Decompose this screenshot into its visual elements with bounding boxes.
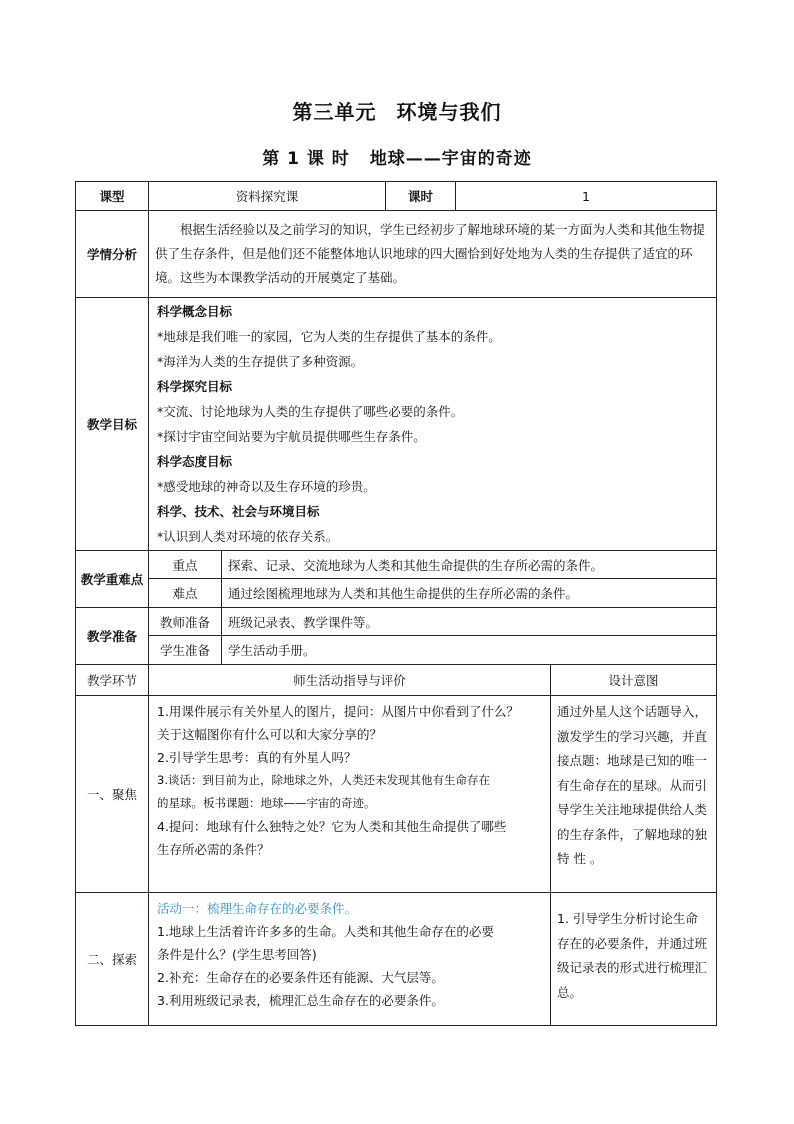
stage-name: 二、探索 xyxy=(76,893,149,1026)
goal-item: *探讨宇宙空间站要为宇航员提供哪些生存条件。 xyxy=(157,429,426,444)
hours-label: 课时 xyxy=(386,182,456,211)
goal-item: *认识到人类对环境的依存关系。 xyxy=(157,529,339,544)
step-text: 3.利用班级记录表，梳理汇总生命存在的必要条件。 xyxy=(157,993,444,1008)
goals-content xyxy=(149,298,717,551)
goal-head: 科学概念目标 xyxy=(157,304,233,319)
step-text: 1.用课件展示有关外星人的图片，提问：从图片中你看到了什么？ xyxy=(157,704,519,719)
step-text: 4.提问：地球有什么独特之处？它为人类和其他生命提供了哪些 xyxy=(157,819,507,834)
step-text: 2.补充：生命存在的必要条件还有能源、大气层等。 xyxy=(157,970,444,985)
process-header-row xyxy=(76,665,717,696)
step-text: 关于这幅图你有什么可以和大家分享的？ xyxy=(157,727,383,742)
goal-item: *地球是我们唯一的家园，它为人类的生存提供了基本的条件。 xyxy=(157,329,501,344)
lesson-name: 地球——宇宙的奇迹 xyxy=(369,149,532,169)
step-text: 生存所必需的条件？ xyxy=(157,842,270,857)
activity-title: 活动一：梳理生命存在的必要条件。 xyxy=(157,901,358,916)
unit-number: 第三单元 xyxy=(292,100,377,124)
difficulty-label: 难点 xyxy=(149,579,222,608)
stage-activities xyxy=(149,696,551,893)
unit-title xyxy=(0,96,794,125)
step-text: 的星球。板书课题：地球——宇宙的奇迹。 xyxy=(157,796,376,810)
lesson-title xyxy=(0,144,794,169)
step-text: 3.谈话：到目前为止，除地球之外，人类还未发现其他有生命存在 xyxy=(157,773,490,787)
key-point-row xyxy=(76,551,717,579)
goal-item: *感受地球的神奇以及生存环境的珍贵。 xyxy=(157,479,376,494)
step-text: 1.地球上生活着许许多多的生命。人类和其他生命存在的必要 xyxy=(157,924,494,939)
stage-row xyxy=(76,696,717,893)
goal-head: 科学探究目标 xyxy=(157,379,233,394)
step-text: 条件是什么？(学生思考回答) xyxy=(157,947,317,962)
lesson-number: 第 1 课 时 xyxy=(262,149,350,169)
stage-activities xyxy=(149,893,551,1026)
prep-label: 教学准备 xyxy=(76,608,149,665)
goal-head: 科学态度目标 xyxy=(157,454,233,469)
key-points-label: 教学重难点 xyxy=(76,551,149,608)
teacher-prep-label: 教师准备 xyxy=(149,608,222,636)
goal-item: *海洋为人类的生存提供了多种资源。 xyxy=(157,354,364,369)
student-prep-row xyxy=(76,636,717,665)
student-prep-label: 学生准备 xyxy=(149,636,222,665)
stage-name: 一、聚焦 xyxy=(76,696,149,893)
stage-row xyxy=(76,893,717,1026)
key-text: 探索、记录、交流地球为人类和其他生命提供的生存所必需的条件。 xyxy=(222,551,717,579)
goal-item: *交流、讨论地球为人类的生存提供了哪些必要的条件。 xyxy=(157,404,464,419)
activity-col-header: 师生活动指导与评价 xyxy=(149,665,551,696)
lesson-plan-table xyxy=(75,181,717,1026)
hours-value: 1 xyxy=(456,182,717,211)
difficulty-row xyxy=(76,579,717,608)
info-row xyxy=(76,182,717,211)
type-label: 课型 xyxy=(76,182,149,211)
intent-col-header: 设计意图 xyxy=(551,665,717,696)
analysis-row xyxy=(76,211,717,298)
student-prep-text: 学生活动手册。 xyxy=(222,636,717,665)
teacher-prep-text: 班级记录表、教学课件等。 xyxy=(222,608,717,636)
analysis-label: 学情分析 xyxy=(76,211,149,298)
goals-row xyxy=(76,298,717,551)
goal-head: 科学、技术、社会与环境目标 xyxy=(157,504,320,519)
design-intent: 1. 引导学生分析讨论生命存在的必要条件，并通过班级记录表的形式进行梳理汇总。 xyxy=(551,893,717,1026)
goals-label: 教学目标 xyxy=(76,298,149,551)
design-intent: 通过外星人这个话题导入，激发学生的学习兴趣，并直接点题：地球是已知的唯一有生命存在的星球。从而引导学生关注地球提供给人类的生存条件，了解地球的独特 性 。 xyxy=(551,696,717,893)
stage-col-header: 教学环节 xyxy=(76,665,149,696)
difficulty-text: 通过绘图梳理地球为人类和其他生命提供的生存所必需的条件。 xyxy=(222,579,717,608)
step-text: 2.引导学生思考：真的有外星人吗？ xyxy=(157,750,357,765)
analysis-text: 根据生活经验以及之前学习的知识，学生已经初步了解地球环境的某一方面为人类和其他生物提供了生存条件，但是他们还不能整体地认识地球的四大圈恰到好处地为人类的生存提供了适宜的环境。这些为本课教学活动的开展奠定了基础。 xyxy=(149,211,717,298)
unit-name: 环境与我们 xyxy=(396,100,502,124)
teacher-prep-row xyxy=(76,608,717,636)
type-value: 资料探究课 xyxy=(149,182,386,211)
key-label: 重点 xyxy=(149,551,222,579)
